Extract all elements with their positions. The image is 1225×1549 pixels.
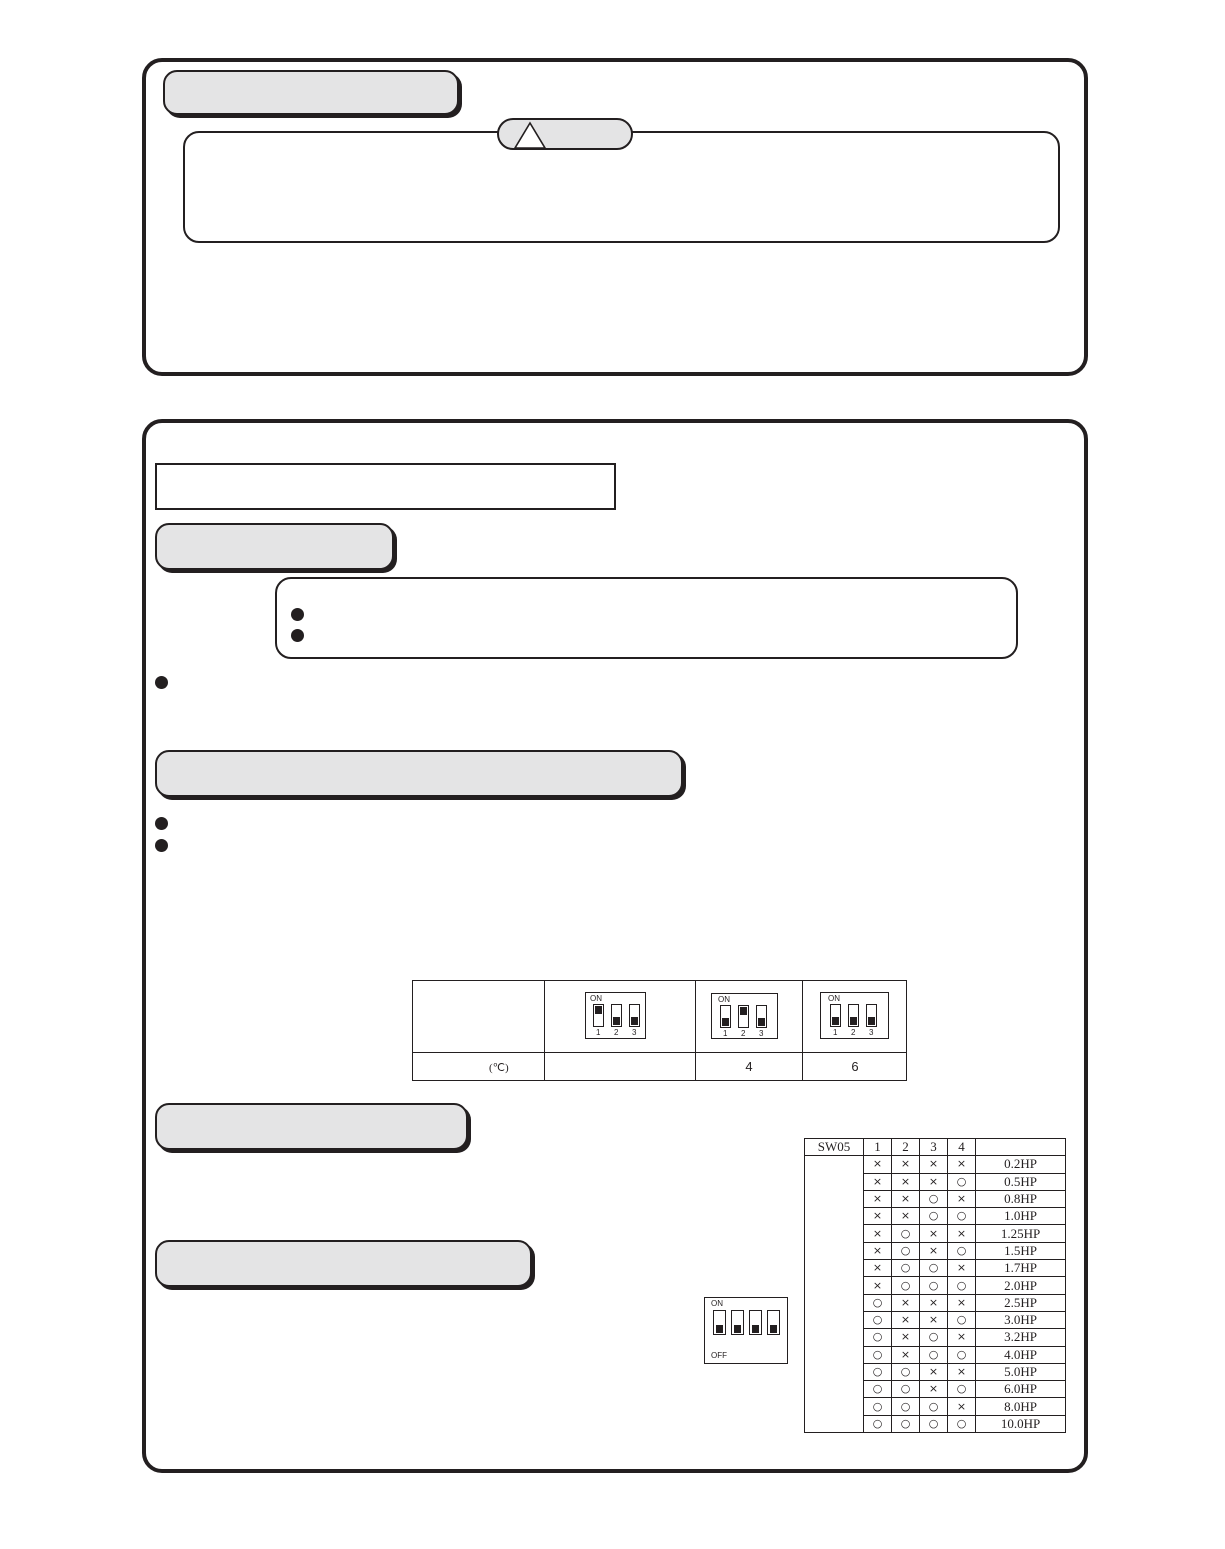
bit-mark: × xyxy=(920,1311,948,1328)
bit-mark: × xyxy=(948,1294,976,1311)
bit-mark: ○ xyxy=(864,1311,892,1328)
bit-mark: × xyxy=(920,1242,948,1259)
sw05-header-row xyxy=(805,1139,1066,1156)
bit-mark: × xyxy=(864,1260,892,1277)
hp-value: 1.5HP xyxy=(976,1242,1066,1259)
notice-bullet-2 xyxy=(291,629,304,642)
section-heading-4 xyxy=(155,1240,532,1287)
sw05-header-bit-4: 4 xyxy=(948,1139,976,1156)
bit-mark: × xyxy=(892,1156,920,1173)
bit-mark: ○ xyxy=(948,1346,976,1363)
dip-switch-setting-1 xyxy=(585,992,646,1039)
bit-mark: ○ xyxy=(920,1346,948,1363)
upper-section-heading xyxy=(163,70,459,115)
warning-triangle-icon xyxy=(512,120,548,150)
dip-knob xyxy=(758,1018,765,1026)
dip-position-2: 2 xyxy=(614,1028,619,1037)
dip-knob xyxy=(752,1325,759,1333)
bit-mark: ○ xyxy=(864,1346,892,1363)
hp-value: 0.8HP xyxy=(976,1190,1066,1207)
dip-slot xyxy=(738,1005,749,1028)
hp-value: 4.0HP xyxy=(976,1346,1066,1363)
dip-position-1: 1 xyxy=(833,1028,838,1037)
bit-mark: × xyxy=(920,1294,948,1311)
bit-mark: × xyxy=(948,1329,976,1346)
temp-value-3: 6 xyxy=(851,1059,859,1074)
bit-mark: × xyxy=(864,1173,892,1190)
hp-value: 0.5HP xyxy=(976,1173,1066,1190)
hp-value: 1.25HP xyxy=(976,1225,1066,1242)
dip-slot xyxy=(593,1004,604,1027)
bit-mark: × xyxy=(948,1190,976,1207)
dip-slot xyxy=(848,1004,859,1027)
dip-on-label: ON xyxy=(711,1299,723,1308)
bit-mark: × xyxy=(892,1346,920,1363)
bit-mark: ○ xyxy=(948,1173,976,1190)
bit-mark: ○ xyxy=(864,1329,892,1346)
bit-mark: × xyxy=(864,1225,892,1242)
dip-temperature-table xyxy=(412,980,907,1081)
dip-slot xyxy=(767,1310,780,1335)
bit-mark: ○ xyxy=(892,1398,920,1415)
dip-slot xyxy=(866,1004,877,1027)
dip-switch-4way xyxy=(704,1297,788,1364)
dip-slot xyxy=(713,1310,726,1335)
sw05-header-label: SW05 xyxy=(805,1139,864,1156)
bit-mark: ○ xyxy=(920,1415,948,1432)
dip-position-1: 1 xyxy=(596,1028,601,1037)
sw05-capacity-table xyxy=(804,1138,1066,1433)
dip-knob xyxy=(740,1007,747,1015)
dip-slot xyxy=(830,1004,841,1027)
hp-value: 5.0HP xyxy=(976,1363,1066,1380)
bit-mark: ○ xyxy=(920,1190,948,1207)
dip-position-3: 3 xyxy=(869,1028,874,1037)
bit-mark: × xyxy=(948,1156,976,1173)
dip-on-label: ON xyxy=(718,995,730,1004)
section-heading-1 xyxy=(155,523,394,570)
bit-mark: × xyxy=(892,1329,920,1346)
bit-mark: ○ xyxy=(920,1208,948,1225)
dip-slot xyxy=(731,1310,744,1335)
hp-value: 1.7HP xyxy=(976,1260,1066,1277)
dip-slot xyxy=(749,1310,762,1335)
bit-mark: ○ xyxy=(864,1415,892,1432)
bit-mark: × xyxy=(864,1156,892,1173)
dip-knob xyxy=(631,1017,638,1025)
dip-knob xyxy=(722,1018,729,1026)
section2-bullet-2 xyxy=(155,839,168,852)
dip-slot xyxy=(720,1005,731,1028)
bit-mark: ○ xyxy=(864,1398,892,1415)
bit-mark: × xyxy=(864,1242,892,1259)
bit-mark: ○ xyxy=(948,1277,976,1294)
dip-knob xyxy=(613,1017,620,1025)
sw05-label-merged-cell xyxy=(805,1156,864,1433)
dip-on-label: ON xyxy=(828,994,840,1003)
bit-mark: × xyxy=(920,1156,948,1173)
bit-mark: ○ xyxy=(948,1311,976,1328)
bit-mark: × xyxy=(948,1398,976,1415)
bit-mark: × xyxy=(948,1260,976,1277)
bit-mark: × xyxy=(864,1190,892,1207)
hp-value: 3.0HP xyxy=(976,1311,1066,1328)
bit-mark: × xyxy=(864,1277,892,1294)
section1-bullet xyxy=(155,676,168,689)
bit-mark: ○ xyxy=(920,1398,948,1415)
dip-switch-setting-2 xyxy=(711,993,778,1039)
dip-knob xyxy=(734,1325,741,1333)
sw05-header-bit-3: 3 xyxy=(920,1139,948,1156)
bit-mark: ○ xyxy=(892,1277,920,1294)
section-heading-2 xyxy=(155,750,683,797)
bit-mark: ○ xyxy=(892,1260,920,1277)
section2-bullet-1 xyxy=(155,817,168,830)
dip-knob xyxy=(850,1017,857,1025)
section-heading-3 xyxy=(155,1103,468,1150)
bit-mark: × xyxy=(948,1363,976,1380)
bit-mark: × xyxy=(920,1225,948,1242)
bit-mark: ○ xyxy=(920,1277,948,1294)
bit-mark: ○ xyxy=(892,1225,920,1242)
bit-mark: × xyxy=(948,1225,976,1242)
dip-knob xyxy=(868,1017,875,1025)
notice-box xyxy=(275,577,1018,659)
bit-mark: × xyxy=(892,1208,920,1225)
hp-value: 10.0HP xyxy=(976,1415,1066,1432)
warning-badge xyxy=(497,118,633,150)
sw05-header-capacity xyxy=(976,1139,1066,1156)
bit-mark: ○ xyxy=(920,1260,948,1277)
bit-mark: ○ xyxy=(892,1242,920,1259)
bit-mark: ○ xyxy=(864,1363,892,1380)
dip-position-1: 1 xyxy=(723,1029,728,1038)
bit-mark: × xyxy=(920,1381,948,1398)
bit-mark: × xyxy=(892,1294,920,1311)
dip-position-3: 3 xyxy=(759,1029,764,1038)
sw05-header-bit-2: 2 xyxy=(892,1139,920,1156)
bit-mark: × xyxy=(920,1173,948,1190)
hp-value: 0.2HP xyxy=(976,1156,1066,1173)
bit-mark: ○ xyxy=(948,1208,976,1225)
dip-position-2: 2 xyxy=(741,1029,746,1038)
bit-mark: × xyxy=(864,1208,892,1225)
bit-mark: ○ xyxy=(948,1242,976,1259)
dip-on-label: ON xyxy=(590,994,602,1003)
bit-mark: × xyxy=(892,1190,920,1207)
bit-mark: ○ xyxy=(948,1381,976,1398)
dip-position-2: 2 xyxy=(851,1028,856,1037)
hp-value: 2.0HP xyxy=(976,1277,1066,1294)
table-row xyxy=(805,1156,1066,1173)
bit-mark: ○ xyxy=(948,1415,976,1432)
title-box xyxy=(155,463,616,510)
dip-slot xyxy=(629,1004,640,1027)
hp-value: 3.2HP xyxy=(976,1329,1066,1346)
dip-position-3: 3 xyxy=(632,1028,637,1037)
sw05-header-bit-1: 1 xyxy=(864,1139,892,1156)
bit-mark: × xyxy=(920,1363,948,1380)
dip-slot xyxy=(611,1004,622,1027)
bit-mark: ○ xyxy=(864,1294,892,1311)
dip-knob xyxy=(770,1325,777,1333)
dip-knob xyxy=(832,1017,839,1025)
bit-mark: ○ xyxy=(864,1381,892,1398)
hp-value: 8.0HP xyxy=(976,1398,1066,1415)
dip-knob xyxy=(716,1325,723,1333)
bit-mark: ○ xyxy=(892,1415,920,1432)
notice-bullet-1 xyxy=(291,608,304,621)
dip-switch-setting-3 xyxy=(820,992,889,1039)
bit-mark: ○ xyxy=(920,1329,948,1346)
hp-value: 6.0HP xyxy=(976,1381,1066,1398)
bit-mark: × xyxy=(892,1311,920,1328)
hp-value: 1.0HP xyxy=(976,1208,1066,1225)
temp-unit-label: (℃) xyxy=(489,1062,509,1074)
hp-value: 2.5HP xyxy=(976,1294,1066,1311)
dip-off-label: OFF xyxy=(711,1351,727,1360)
temp-value-2: 4 xyxy=(745,1059,753,1074)
dip-slot xyxy=(756,1005,767,1028)
bit-mark: ○ xyxy=(892,1381,920,1398)
bit-mark: × xyxy=(892,1173,920,1190)
bit-mark: ○ xyxy=(892,1363,920,1380)
dip-knob xyxy=(595,1006,602,1014)
